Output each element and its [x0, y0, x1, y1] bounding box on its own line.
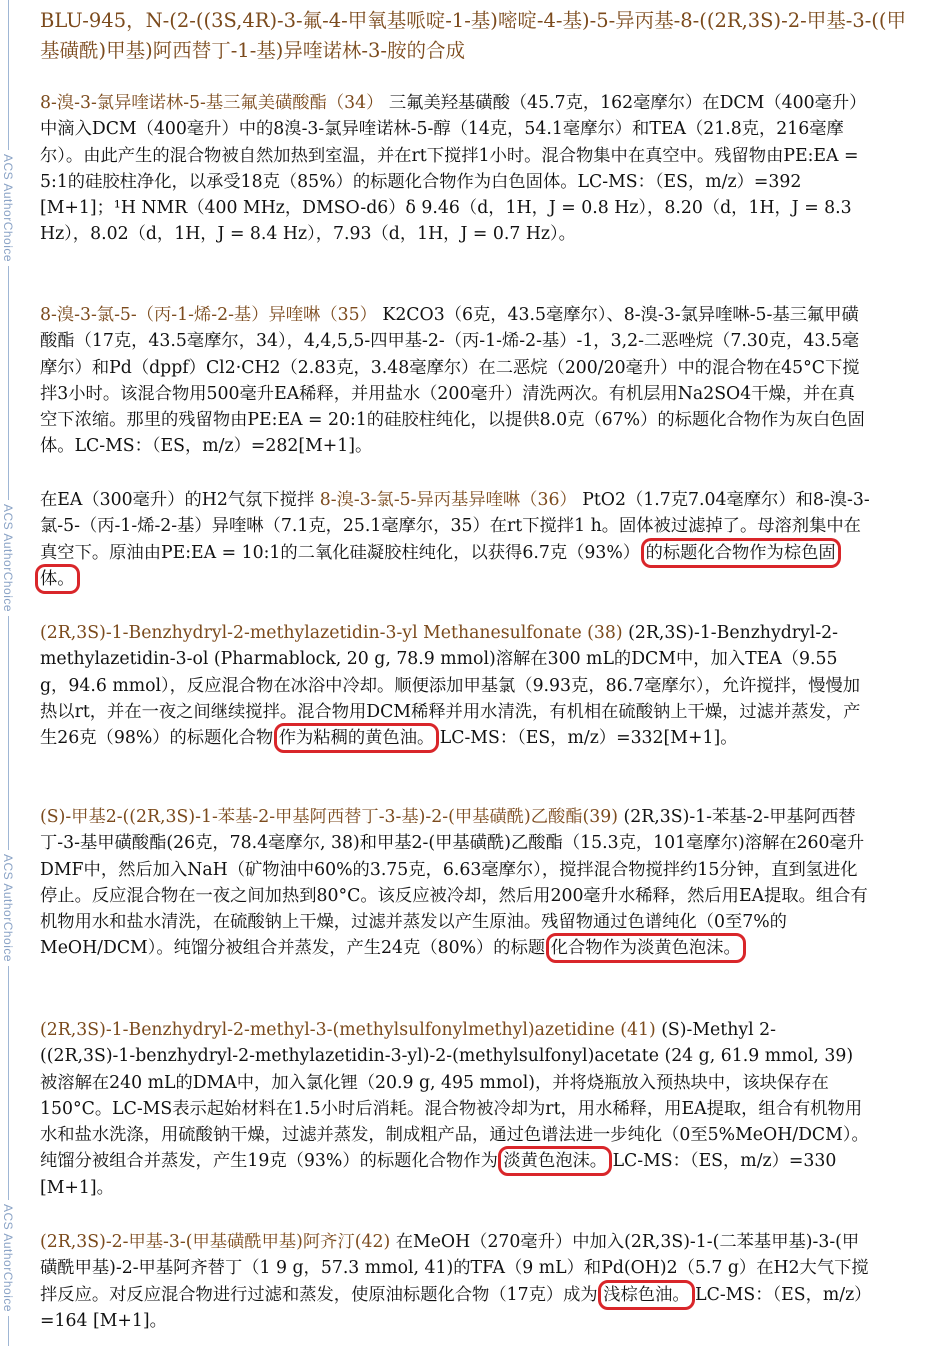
- section-35: [40, 302, 870, 460]
- acs-authorchoice-label: ACS AuthorChoice: [0, 1200, 15, 1316]
- section-heading: (2R,3S)-1-Benzhydryl-2-methyl-3-(methylsulfonylmethyl)azetidine (41): [40, 1020, 656, 1040]
- acs-authorchoice-label: ACS AuthorChoice: [0, 850, 15, 966]
- section-body: 在MeOH（270毫升）中加入(2R,3S)-1-(二苯基甲基)-3-(甲磺酰甲基)-2-甲基阿齐替丁（1 9 g，57.3 mmol, 41)的TFA（9 mL）和Pd(OH)2（5.7 g）在H2大气下搅拌反应。对反应混合物进行过滤和蒸发，使原油标题化合物（17克）成为: [40, 1232, 869, 1305]
- section-body-post: LC-MS：（ES，m/z）=332[M+1]。: [439, 728, 738, 749]
- highlight-box: 作为粘稠的黄色油。: [278, 728, 435, 749]
- section-34: [40, 90, 870, 248]
- section-body-post: LC-MS：（ES，m/z）=330 [M+1]。: [40, 1151, 837, 1198]
- section-39: [40, 804, 870, 962]
- section-body: 三氟美羟基磺酸（45.7克，162毫摩尔）在DCM（400毫升）中滴入DCM（400毫升）中的8溴-3-氯异喹诺林-5-醇（14克，54.1毫摩尔）和TEA（21.8克，216毫摩尔）。由此产生的混合物被自然加热到室温，并在rt下搅拌1小时。混合物集中在真空中。残留物由PE:EA = 5:1的硅胶柱净化，以承受18克（85%）的标题化合物作为白色固体。LC-MS：（ES，m/z）=392 [M+1]；¹H NMR（400 MHz，DMSO-d6）δ 9.46（d，1H，J = 0.8 Hz），8.20（d，1H，J = 8.3 Hz），8.02（d，1H，J = 8.4 Hz），7.93（d，1H，J = 0.7 Hz）。: [40, 93, 867, 245]
- section-heading: 8-溴-3-氯异喹诺林-5-基三氟美磺酸酯（34）: [40, 93, 384, 113]
- acs-authorchoice-label: ACS AuthorChoice: [0, 500, 15, 616]
- section-body: (2R,3S)-1-Benzhydryl-2-methylazetidin-3-ol (Pharmablock, 20 g, 78.9 mmol)溶解在300 mL的DCM中，加入TEA（9.55 g，94.6 mmol），反应混合物在冰浴中冷却。顺便添加甲基氯（9.93克，86.7毫摩尔），允许搅拌，慢慢加热以rt，并在一夜之间继续搅拌。混合物用DCM稀释并用水清洗，有机相在硫酸钠上干燥，过滤并蒸发，产生26克（98%）的标题化合物: [40, 623, 861, 749]
- section-body: K2CO3（6克，43.5毫摩尔）、8-溴-3-氯异喹啉-5-基三氟甲磺酸酯（17克，43.5毫摩尔，34），4,4,5,5-四甲基-2-（丙-1-烯-2-基）-1，3,2-二恶唑烷（7.30克，43.5毫摩尔）和Pd（dppf）Cl2·CH2（2.83克，3.48毫摩尔）在二恶烷（200/20毫升）中的混合物在45°C下搅拌3小时。该混合物用500毫升EA稀释，并用盐水（200毫升）清洗两次。有机层用Na2SO4干燥，并在真空下浓缩。那里的残留物由PE:EA = 20:1的硅胶柱纯化，以提供8.0克（67%）的标题化合物作为灰白色固体。LC-MS：（ES，m/z）=282[M+1]。: [40, 305, 865, 457]
- section-heading: (2R,3S)-1-Benzhydryl-2-methylazetidin-3-yl Methanesulfonate (38): [40, 623, 623, 643]
- document-body: [40, 0, 920, 1331]
- section-heading: (2R,3S)-2-甲基-3-(甲基磺酰甲基)阿齐汀(42): [40, 1232, 391, 1252]
- section-38: [40, 620, 870, 751]
- acs-authorchoice-label: ACS AuthorChoice: [0, 150, 15, 266]
- highlight-box: 浅棕色油。: [603, 1284, 690, 1305]
- section-heading: 8-溴-3-氯-5-（丙-1-烯-2-基）异喹啉（35）: [40, 305, 377, 325]
- section-heading: (S)-甲基2-((2R,3S)-1-苯基-2-甲基阿西替丁-3-基)-2-(甲基磺酰)乙酸酯(39): [40, 807, 619, 827]
- section-body: PtO2（1.7克7.04毫摩尔）和8-溴-3-氯-5-（丙-1-烯-2-基）异喹啉（7.1克，25.1毫摩尔，35）在rt下搅拌1 h。固体被过滤掉了。母溶剂集中在真空下。原油由PE:EA = 10:1的二氧化硅凝胶柱纯化，以获得6.7克（93%）: [40, 490, 870, 563]
- section-42: [40, 1229, 870, 1334]
- section-body-pre: 在EA（300毫升）的H2气氛下搅拌: [40, 490, 315, 510]
- page-title: BLU-945，N-(2-((3S,4R)-3-氟-4-甲氧基哌啶-1-基)嘧啶-4-基)-5-异丙基-8-((2R,3S)-2-甲基-3-((甲基磺酰)甲基)阿西替丁-1-基)异喹诺林-3-胺的合成: [40, 9, 907, 62]
- section-41: [40, 1017, 870, 1201]
- highlight-box: 淡黄色泡沫。: [503, 1151, 608, 1172]
- section-body: (2R,3S)-1-苯基-2-甲基阿西替丁-3-基甲磺酸酯(26克，78.4毫摩尔, 38)和甲基2-(甲基磺酰)乙酸酯（15.3克，101毫摩尔)溶解在260毫升DMF中，然后加入NaH（矿物油中60%的3.75克，6.63毫摩尔），搅拌混合物搅拌约15分钟，直到氢进化停止。反应混合物在一夜之间加热到80°C。该反应被冷却，然后用200毫升水稀释，然后用EA提取。组合有机物用水和盐水清洗，在硫酸钠上干燥，过滤并蒸发以产生原油。残留物通过色谱纯化（0至7%的MeOH/DCM）。纯馏分被组合并蒸发，产生24克（80%）的标题: [40, 807, 868, 959]
- highlight-box: 的标题化合物作为棕色固体。: [40, 542, 836, 589]
- section-body-post: LC-MS：（ES，m/z）=164 [M+1]。: [40, 1284, 863, 1331]
- section-36: [40, 487, 870, 592]
- section-body: (S)-Methyl 2-((2R,3S)-1-benzhydryl-2-methylazetidin-3-yl)-2-(methylsulfonyl)acetate (24 g, 61.9 mmol, 39)被溶解在240 mL的DMA中，加入氯化锂（20.9 g, 495 mmol)，并将烧瓶放入预热块中，该块保存在150°C。LC-MS表示起始材料在1.5小时后消耗。混合物被冷却为rt，用水稀释，用EA提取，组合有机物用水和盐水洗涤，用硫酸钠干燥，过滤并蒸发，制成粗产品，通过色谱法进一步纯化（0至5%MeOH/DCM）。纯馏分被组合并蒸发，产生19克（93%）的标题化合物作为: [40, 1020, 869, 1172]
- highlight-box: 化合物作为淡黄色泡沫。: [550, 938, 741, 959]
- section-heading: 8-溴-3-氯-5-异丙基异喹啉（36）: [319, 490, 577, 510]
